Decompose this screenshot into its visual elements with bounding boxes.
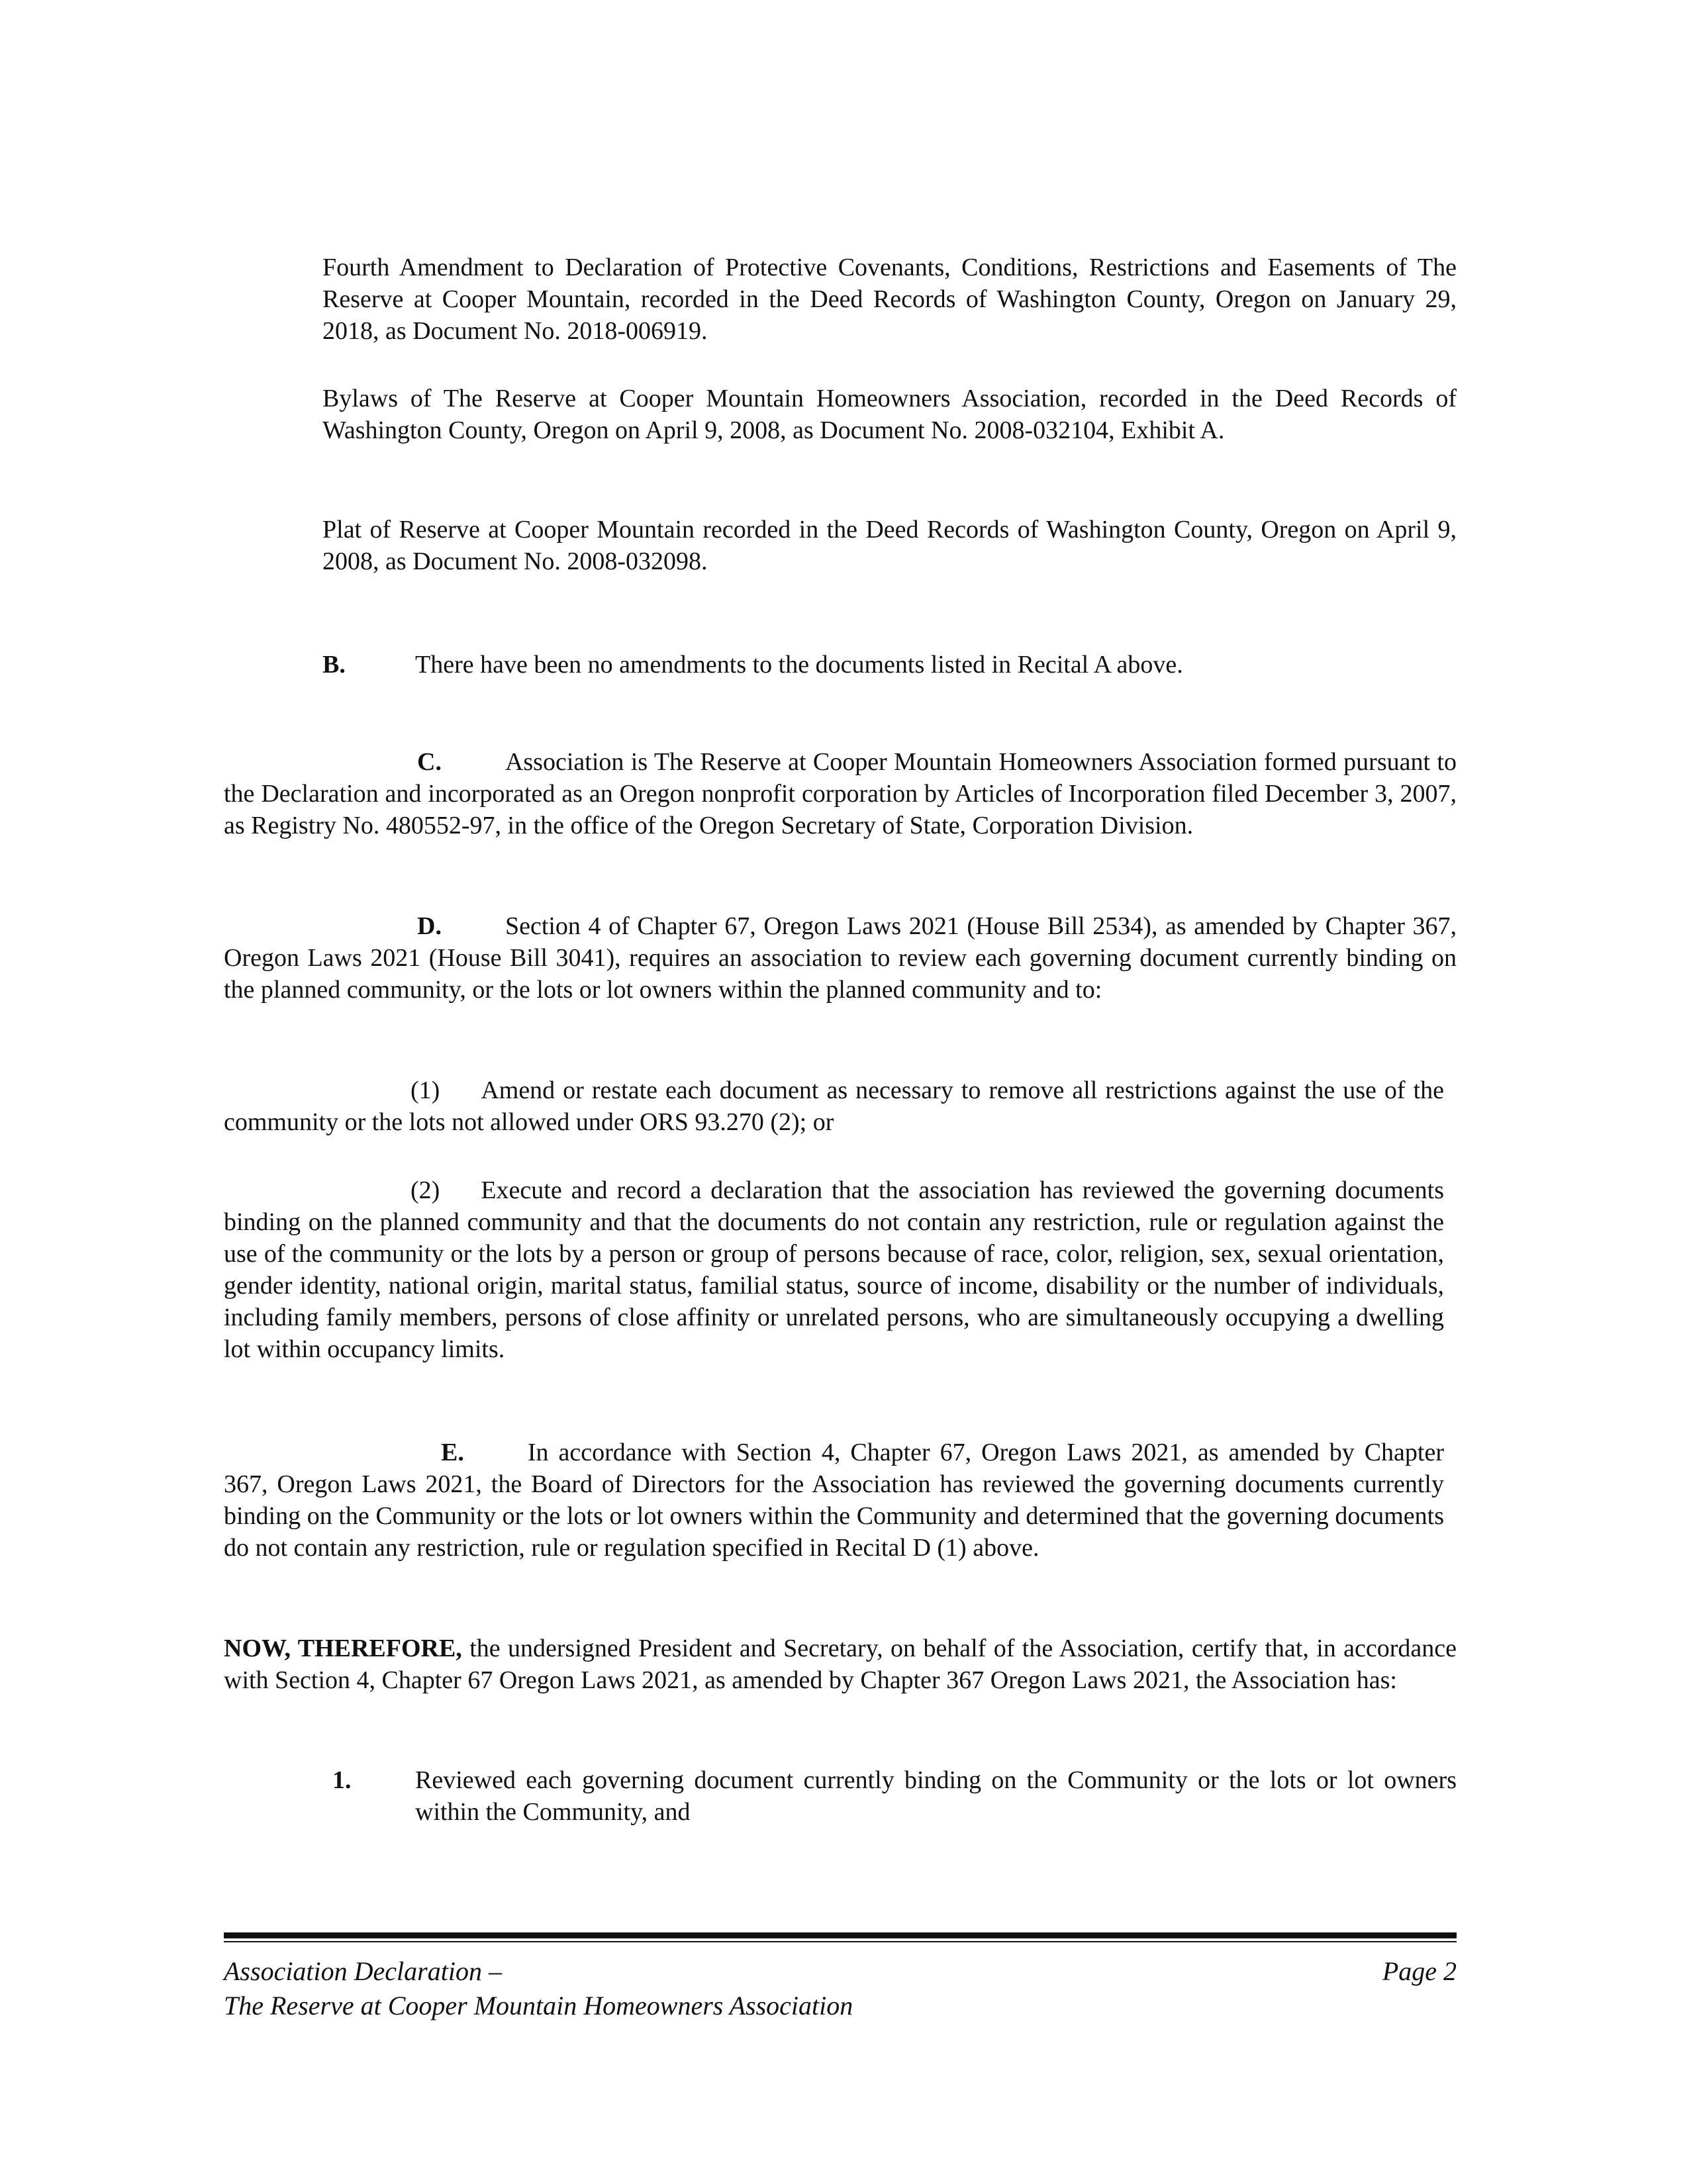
recital-c-label: C. xyxy=(417,748,442,776)
recital-d-text: Section 4 of Chapter 67, Oregon Laws 2021 (House Bill 2534), as amended by Chapter 367, Oregon Laws 2021 (House Bill 3041), requires an association to review each governing document currently binding on the planned community, or the lots or lot owners within the planned community and to: xyxy=(224,912,1457,1004)
certification-lead: NOW, THEREFORE, xyxy=(224,1635,462,1662)
recital-d2-label: (2) xyxy=(410,1176,440,1204)
recital-c-paragraph xyxy=(224,746,1457,841)
item-1-text: Reviewed each governing document currently binding on the Community or the lots or lot owners within the Community, and xyxy=(415,1766,1457,1826)
recital-c-text: Association is The Reserve at Cooper Mountain Homeowners Association formed pursuant to the Declaration and incorporated as an Oregon nonprofit corporation by Articles of Incorporation filed December 3, 2007, as Registry No. 480552-97, in the office of the Oregon Secretary of State, Corporation Division. xyxy=(224,748,1457,839)
recital-d2-paragraph xyxy=(224,1174,1444,1365)
footer-line-2: The Reserve at Cooper Mountain Homeowners Association xyxy=(224,1991,853,2020)
recital-e-label: E. xyxy=(441,1439,464,1466)
footer-rule-thin xyxy=(224,1941,1457,1942)
recital-e-text: In accordance with Section 4, Chapter 67, Oregon Laws 2021, as amended by Chapter 367, Oregon Laws 2021, the Board of Directors for the Association has reviewed the governing documents currently binding on the Community or the lots or lot owners within the Community and determined that the governing documents do not contain any restriction, rule or regulation specified in Recital D (1) above. xyxy=(224,1439,1444,1562)
recital-d-paragraph xyxy=(224,910,1457,1006)
recital-e-paragraph xyxy=(224,1437,1444,1564)
recital-d-label: D. xyxy=(417,912,442,940)
plat-paragraph: Plat of Reserve at Cooper Mountain recorded in the Deed Records of Washington County, Oregon on April 9, 2008, as Document No. 2008-032098. xyxy=(322,516,1457,575)
footer-rule-thick xyxy=(224,1932,1457,1938)
certification-text: the undersigned President and Secretary, on behalf of the Association, certify that, in accordance with Section 4, Chapter 67 Oregon Laws 2021, as amended by Chapter 367 Oregon Laws 2021, the Association has: xyxy=(224,1635,1457,1694)
recital-d1-text: Amend or restate each document as necessary to remove all restrictions against the use of the community or the lots not allowed under ORS 93.270 (2); or xyxy=(224,1076,1444,1136)
recital-d1-label: (1) xyxy=(410,1076,440,1104)
page-number: Page 2 xyxy=(1382,1956,1457,1986)
footer-line-1: Association Declaration – xyxy=(224,1956,502,1986)
recital-d1-paragraph xyxy=(224,1074,1444,1138)
item-1-label: 1. xyxy=(332,1766,352,1794)
certification-paragraph xyxy=(224,1633,1457,1696)
bylaws-paragraph: Bylaws of The Reserve at Cooper Mountain Homeowners Association, recorded in the Deed Records of Washington County, Oregon on April 9, 2008, as Document No. 2008-032104, Exhibit A. xyxy=(322,385,1457,444)
recital-b-label: B. xyxy=(322,651,346,679)
footer-title xyxy=(224,1954,853,2023)
fourth-amendment-paragraph: Fourth Amendment to Declaration of Protective Covenants, Conditions, Restrictions and Easements of The Reserve at Cooper Mountain, recorded in the Deed Records of Washington County, Oregon on January 29, 2018, as Document No. 2018-006919. xyxy=(322,254,1457,345)
recital-b-text: There have been no amendments to the documents listed in Recital A above. xyxy=(415,651,1183,679)
recital-d2-text: Execute and record a declaration that the association has reviewed the governing documents binding on the planned community and that the documents do not contain any restriction, rule or regulation against the use of the community or the lots by a person or group of persons because of race, color, religion, sex, sexual orientation, gender identity, national origin, marital status, familial status, source of income, disability or the number of individuals, including family members, persons of close affinity or unrelated persons, who are simultaneously occupying a dwelling lot within occupancy limits. xyxy=(224,1176,1444,1363)
